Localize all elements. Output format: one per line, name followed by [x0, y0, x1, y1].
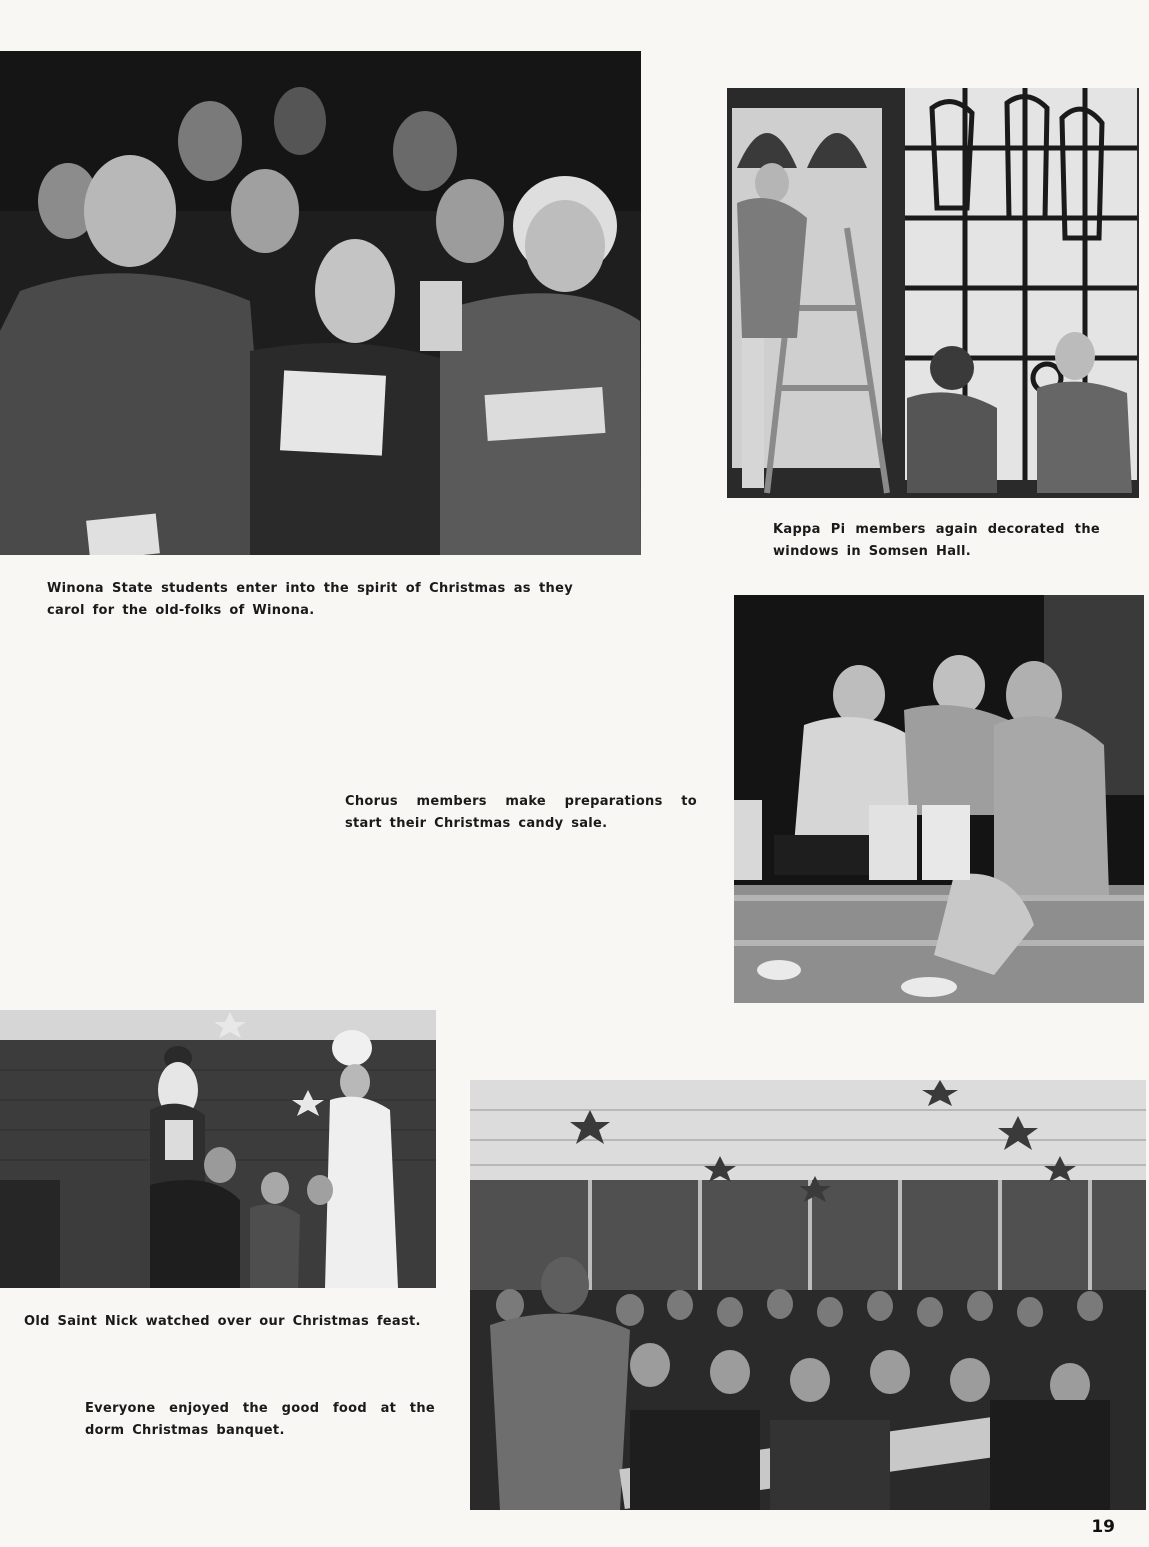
banquet-caption: Everyone enjoyed the good food at the dorm Christmas banquet. — [85, 1401, 435, 1438]
page-number: 19 — [1091, 1517, 1115, 1537]
carolers-caption: Winona State students enter into the spirit of Christmas as they carol for the old-folks of Winona. — [47, 581, 573, 618]
windows-photo — [727, 88, 1139, 498]
saint-nick-caption: Old Saint Nick watched over our Christmas feast. — [24, 1314, 421, 1329]
carolers-photo — [0, 51, 641, 555]
candy-sale-caption: Chorus members make preparations to start their Christmas candy sale. — [345, 794, 697, 831]
banquet-photo — [470, 1080, 1146, 1510]
candy-sale-photo — [734, 595, 1144, 1003]
windows-caption: Kappa Pi members again decorated the windows in Somsen Hall. — [773, 522, 1100, 559]
saint-nick-photo — [0, 1010, 436, 1288]
